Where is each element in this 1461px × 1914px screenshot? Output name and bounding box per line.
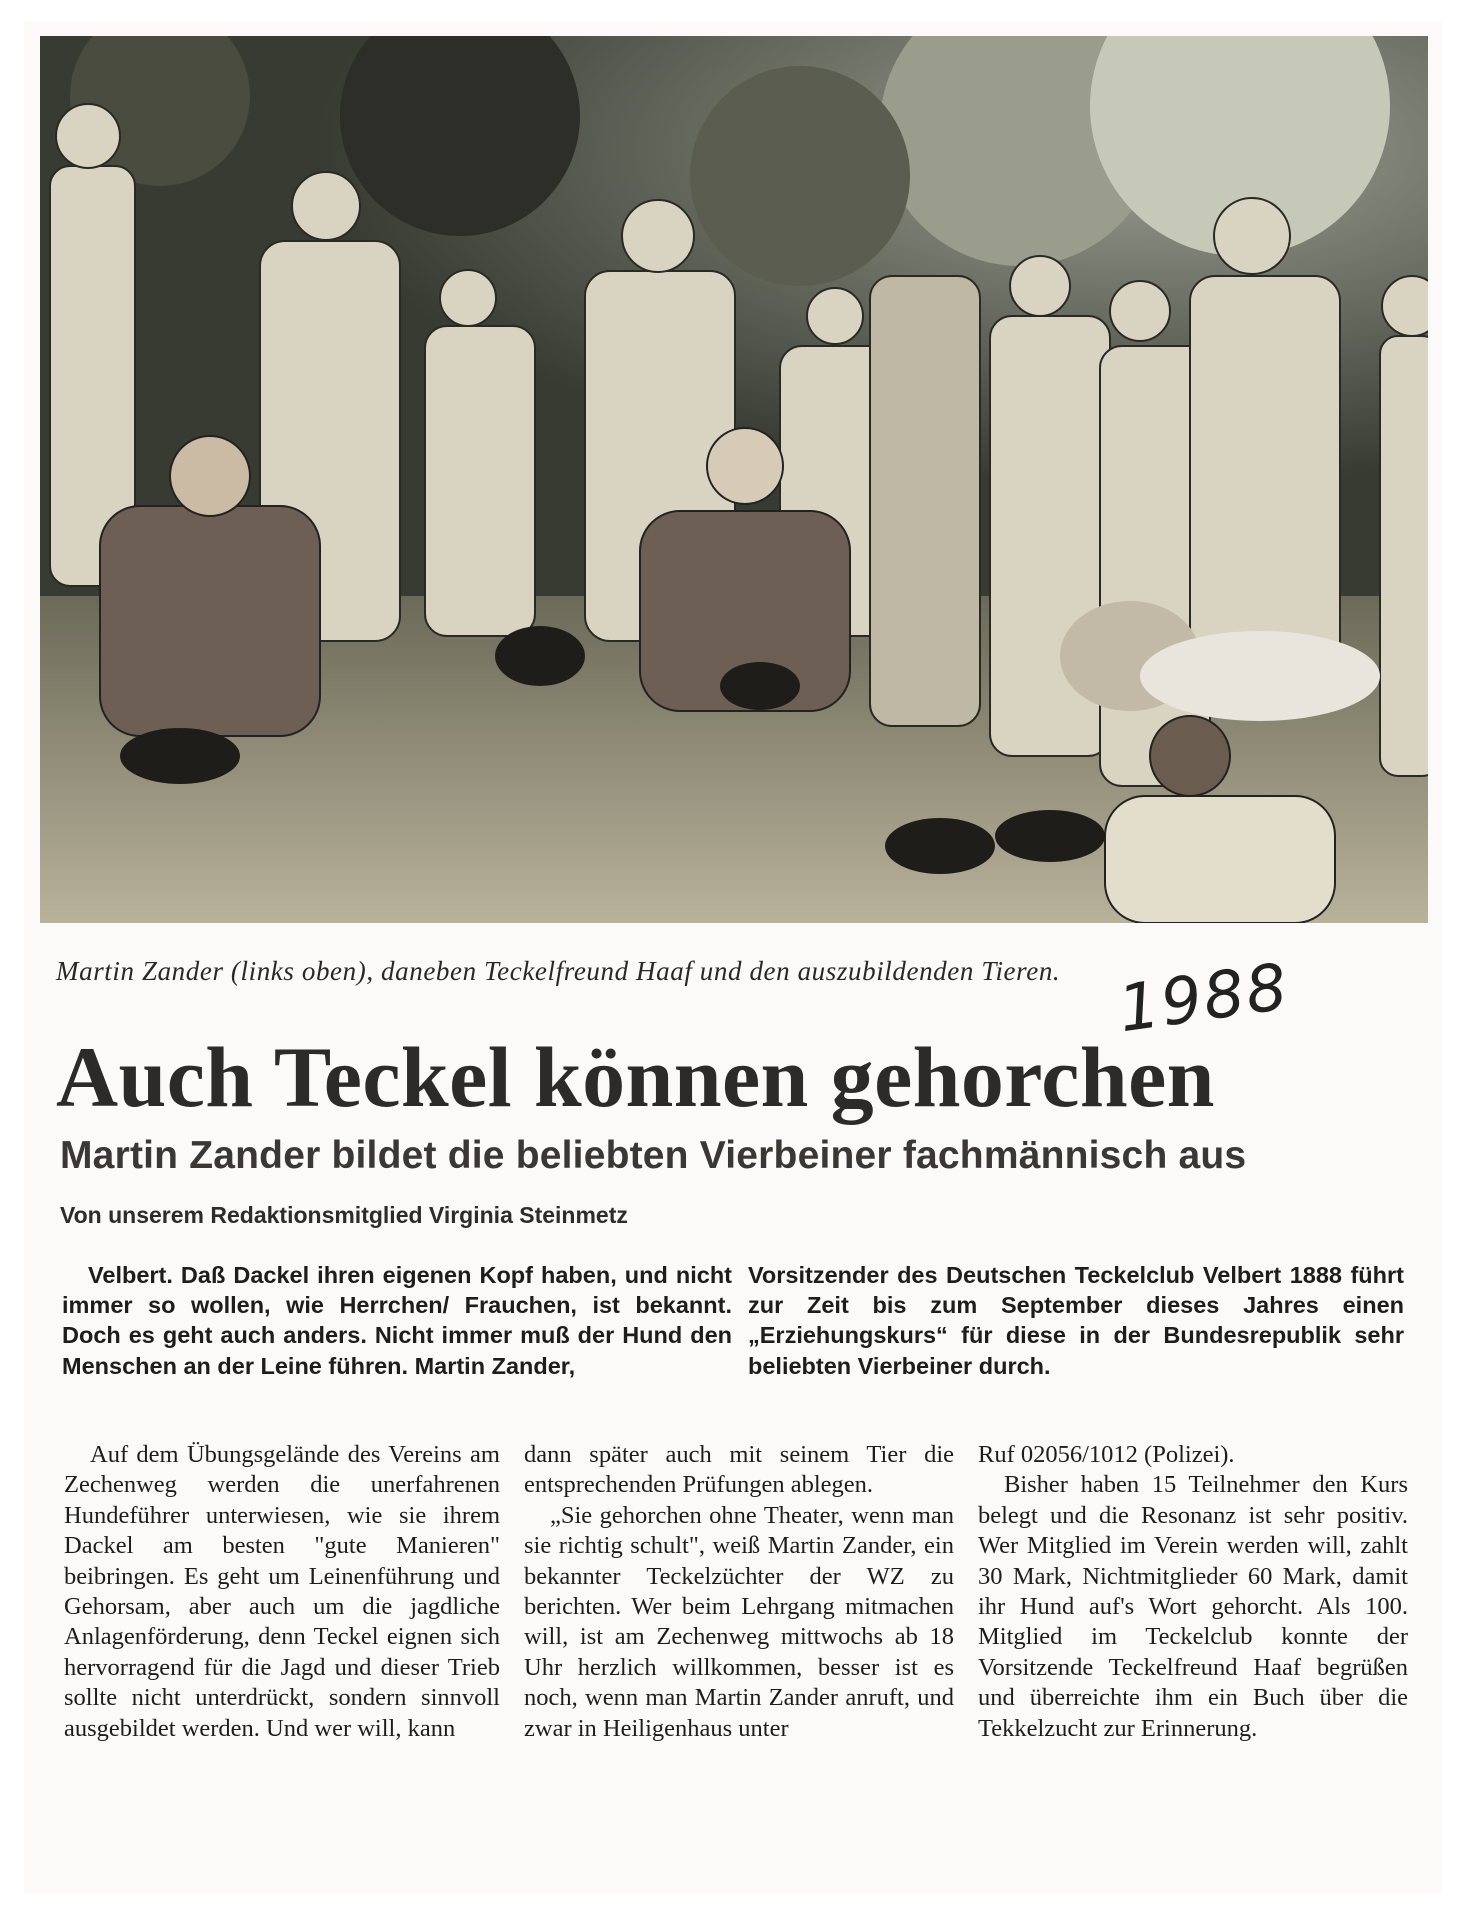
headline: Auch Teckel können gehorchen xyxy=(56,1029,1215,1125)
body-column-1 xyxy=(64,1440,500,1744)
handwritten-year: 1988 xyxy=(1114,950,1294,1048)
lead-paragraph-left xyxy=(62,1260,732,1381)
byline: Von unserem Redaktionsmitglied Virginia Steinmetz xyxy=(60,1202,628,1228)
subheadline: Martin Zander bildet die beliebten Vierbeiner fachmännisch aus xyxy=(60,1134,1247,1177)
newspaper-clipping xyxy=(24,22,1442,1894)
body-column-3-text-b: Bisher haben 15 Teilnehmer den Kurs belegt und die Resonanz ist sehr positiv. Wer Mitglied im Verein werden will, zahlt 30 Mark, Nichtmitglieder 60 Mark, damit ihr Hund auf's Wort gehorcht. Als 100. Mitglied im Teckelclub konnte der Vorsitzende Teckelfreund Haaf begrüßen und überreichte ihm ein Buch über die Tekkelzucht zur Erinnerung. xyxy=(978,1471,1408,1742)
group-photo-illustration xyxy=(40,36,1428,923)
lead-text-left: Velbert. Daß Dackel ihren eigenen Kopf haben, und nicht immer so wollen, wie Herrchen/ Frauchen, ist bekannt. Doch es geht auch anders. Nicht immer muß der Hund den Menschen an der Leine führen. Martin Zander, xyxy=(62,1262,732,1379)
body-column-2-text-a: dann später auch mit seinem Tier die entsprechenden Prüfungen ablegen. xyxy=(524,1441,954,1499)
body-column-1-text: Auf dem Übungsgelände des Vereins am Zechenweg werden die unerfahrenen Hundeführer unterwiesen, wie sie ihrem Dackel am besten "gute Manieren" beibringen. Es geht um Leinenführung und Gehorsam, aber auch um die jagdliche Anlagenförderung, denn Teckel eignen sich hervorragend für die Jagd und dieser Trieb sollte nicht unterdrückt, sondern sinnvoll ausgebildet werden. Und wer will, kann xyxy=(64,1441,500,1742)
body-column-3 xyxy=(978,1440,1408,1744)
body-column-2-text-b: „Sie gehorchen ohne Theater, wenn man sie richtig schult", weiß Martin Zander, ein bekannter Teckelzüchter der WZ zu berichten. Wer beim Lehrgang mitmachen will, ist am Zechenweg mittwochs ab 18 Uhr herzlich willkommen, besser ist es noch, wenn man Martin Zander anruft, und zwar in Heiligenhaus unter xyxy=(524,1501,954,1742)
body-column-2 xyxy=(524,1440,954,1744)
body-column-3-text-a: Ruf 02056/1012 (Polizei). xyxy=(978,1441,1235,1468)
lead-text-right: Vorsitzender des Deutschen Teckelclub Velbert 1888 führt zur Zeit bis zum September dieses Jahres einen „Erziehungskurs“ für diese in der Bundesrepublik sehr beliebten Vierbeiner durch. xyxy=(748,1262,1404,1379)
group-photo xyxy=(40,36,1428,923)
lead-paragraph-right xyxy=(748,1260,1404,1381)
photo-caption: Martin Zander (links oben), daneben Teckelfreund Haaf und den auszubildenden Tieren. xyxy=(56,956,1061,986)
